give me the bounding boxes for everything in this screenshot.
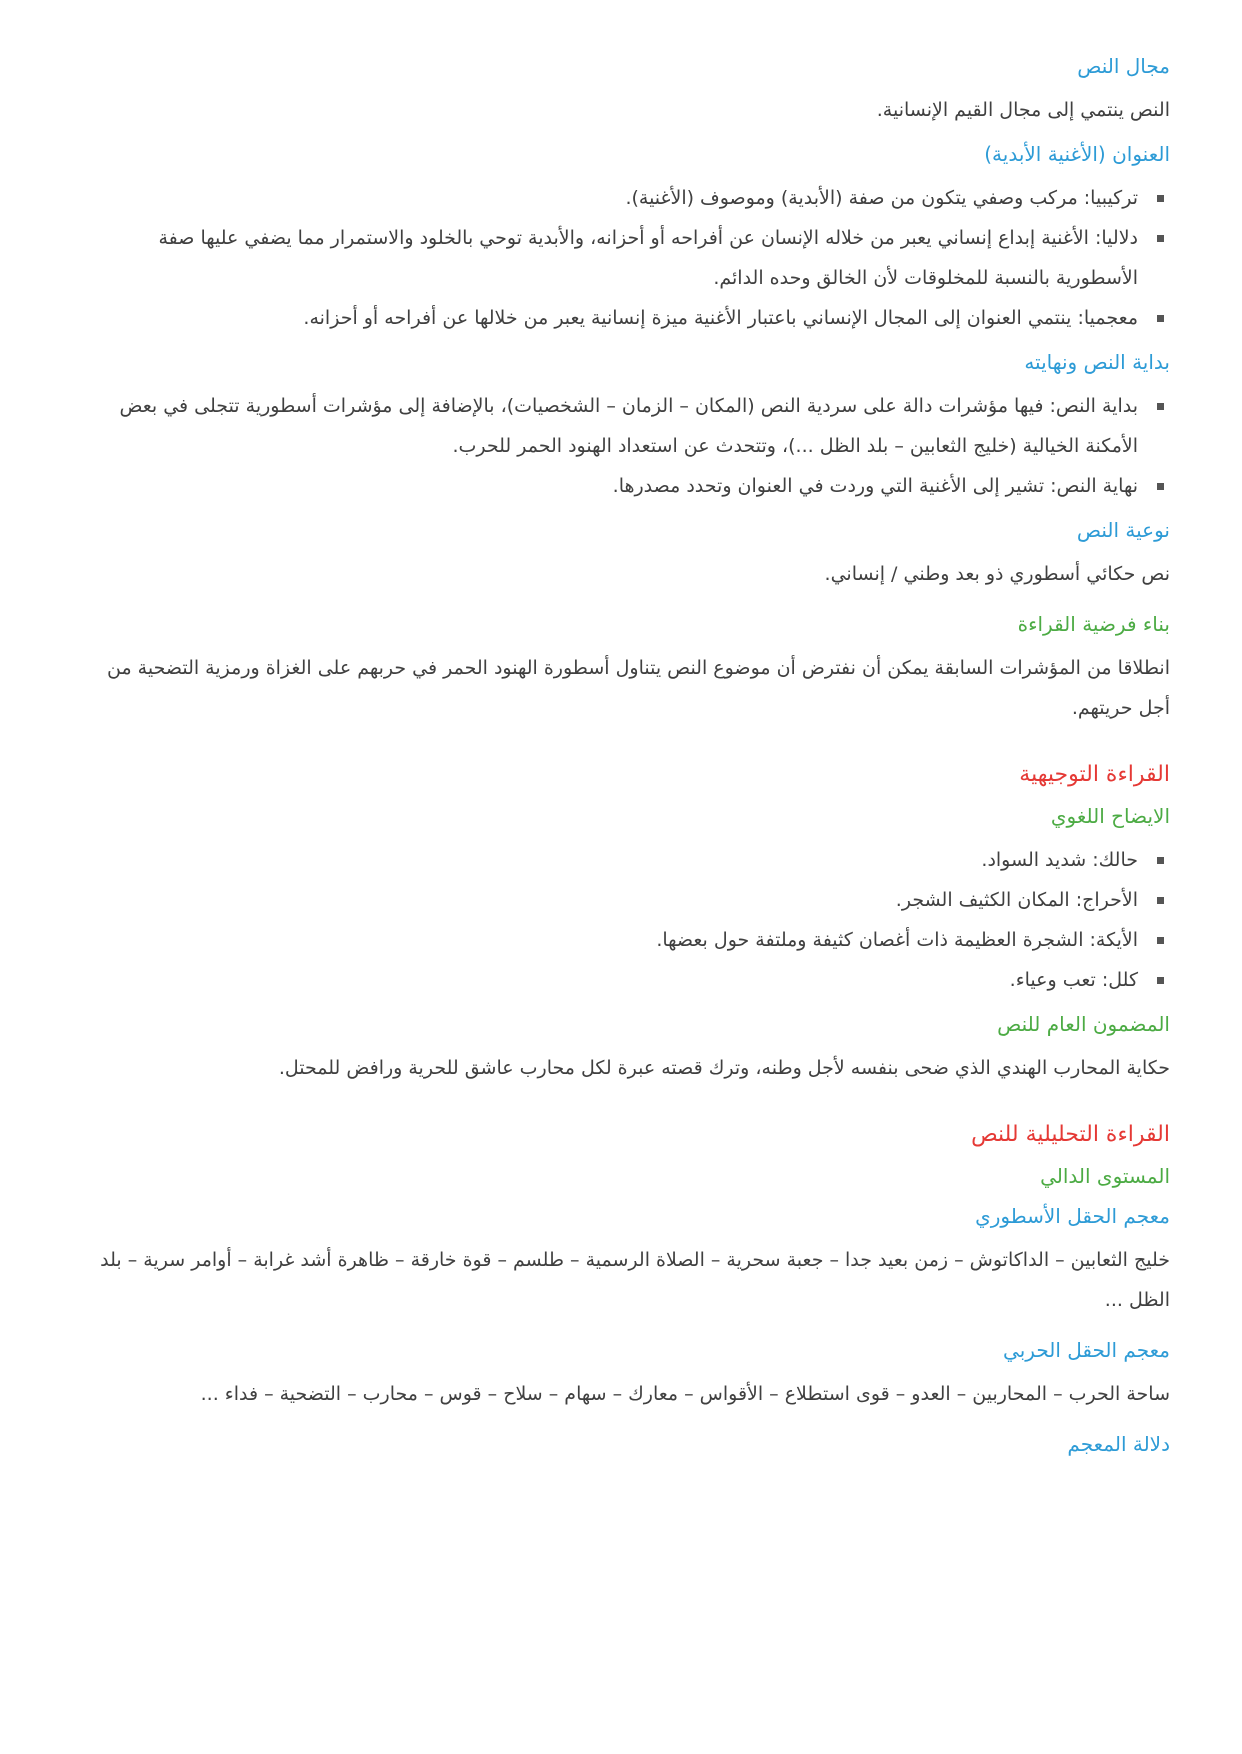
list-item-text: الأحراج: المكان الكثيف الشجر.	[895, 889, 1138, 911]
lexical-list	[85, 840, 1170, 1000]
section-heading-type: نوعية النص	[1076, 518, 1170, 542]
list-item-text: حالك: شديد السواد.	[981, 849, 1138, 871]
list-item-text: بداية النص: فيها مؤشرات دالة على سردية النص (المكان – الزمان – الشخصيات)، بالإضافة إلى مؤشرات أسطورية تتجلى في بعض الأمكنة الخيالية (خليج الثعابين – بلد الظل ...)، وتتحدث عن استعداد الهنود الحمر للحرب.	[119, 395, 1138, 457]
square-bullet-icon	[1157, 937, 1164, 944]
square-bullet-icon	[1157, 235, 1164, 242]
section-heading-level: المستوى الدالي	[1040, 1164, 1170, 1188]
myth-lexicon-text: خليج الثعابين – الداكاتوش – زمن بعيد جدا – جعبة سحرية – الصلاة الرسمية – طلسم – قوة خارقة – ظاهرة أشد غرابة – أوامر سرية – بلد الظل ...	[100, 1249, 1170, 1311]
list-item-text: كلل: تعب وعياء.	[1009, 969, 1138, 991]
square-bullet-icon	[1157, 195, 1164, 202]
section-heading-hypothesis: بناء فرضية القراءة	[1017, 612, 1170, 636]
section-heading-analytical-reading: القراءة التحليلية للنص	[971, 1122, 1170, 1147]
list-item-text: تركيبيا: مركب وصفي يتكون من صفة (الأبدية) وموصوف (الأغنية).	[625, 187, 1138, 209]
section-heading-start-end: بداية النص ونهايته	[1024, 350, 1170, 374]
square-bullet-icon	[1157, 483, 1164, 490]
list-item-text: معجميا: ينتمي العنوان إلى المجال الإنساني باعتبار الأغنية ميزة إنسانية يعبر من خلالها عن أفراحه أو أحزانه.	[303, 307, 1138, 329]
section-heading-war-lexicon: معجم الحقل الحربي	[1003, 1338, 1170, 1362]
list-item-text: الأيكة: الشجرة العظيمة ذات أغصان كثيفة وملتفة حول بعضها.	[656, 929, 1138, 951]
list-item-text: نهاية النص: تشير إلى الأغنية التي وردت في العنوان وتحدد مصدرها.	[612, 475, 1138, 497]
section-heading-general-content: المضمون العام للنص	[997, 1012, 1170, 1036]
war-lexicon-text: ساحة الحرب – المحاربين – العدو – قوى استطلاع – الأقواس – معارك – سهام – سلاح – قوس – محارب – التضحية – فداء ...	[200, 1383, 1170, 1405]
list-item	[85, 840, 1170, 880]
list-item	[85, 218, 1170, 298]
section-heading-myth-lexicon: معجم الحقل الأسطوري	[975, 1204, 1170, 1228]
title-analysis-list	[85, 178, 1170, 338]
list-item	[85, 880, 1170, 920]
list-item	[85, 298, 1170, 338]
document-content	[85, 50, 1170, 1460]
list-item-text: دلاليا: الأغنية إبداع إنساني يعبر من خلاله الإنسان عن أفراحه أو أحزانه، والأبدية توحي بالخلود والاستمرار مما يضفي عليها صفة الأسطورية بالنسبة للمخلوقات لأن الخالق وحده الدائم.	[158, 227, 1138, 289]
list-item	[85, 178, 1170, 218]
list-item	[85, 386, 1170, 466]
general-content-text: حكاية المحارب الهندي الذي ضحى بنفسه لأجل وطنه، وترك قصته عبرة لكل محارب عاشق للحرية ورافض للمحتل.	[278, 1057, 1170, 1079]
section-heading-guided-reading: القراءة التوجيهية	[1019, 762, 1170, 787]
section-heading-title: العنوان (الأغنية الأبدية)	[984, 142, 1170, 166]
list-item	[85, 920, 1170, 960]
type-text: نص حكائي أسطوري ذو بعد وطني / إنساني.	[824, 563, 1170, 585]
section-heading-lexical: الايضاح اللغوي	[1050, 804, 1170, 828]
section-heading-lexicon-meaning: دلالة المعجم	[1067, 1432, 1170, 1456]
start-end-list	[85, 386, 1170, 506]
domain-text: النص ينتمي إلى مجال القيم الإنسانية.	[876, 99, 1170, 121]
list-item	[85, 960, 1170, 1000]
square-bullet-icon	[1157, 897, 1164, 904]
list-item	[85, 466, 1170, 506]
square-bullet-icon	[1157, 857, 1164, 864]
square-bullet-icon	[1157, 977, 1164, 984]
section-heading-domain: مجال النص	[1077, 54, 1170, 78]
square-bullet-icon	[1157, 315, 1164, 322]
hypothesis-text: انطلاقا من المؤشرات السابقة يمكن أن نفترض أن موضوع النص يتناول أسطورة الهنود الحمر في حربهم على الغزاة ورمزية التضحية من أجل حريتهم.	[107, 657, 1170, 719]
square-bullet-icon	[1157, 403, 1164, 410]
